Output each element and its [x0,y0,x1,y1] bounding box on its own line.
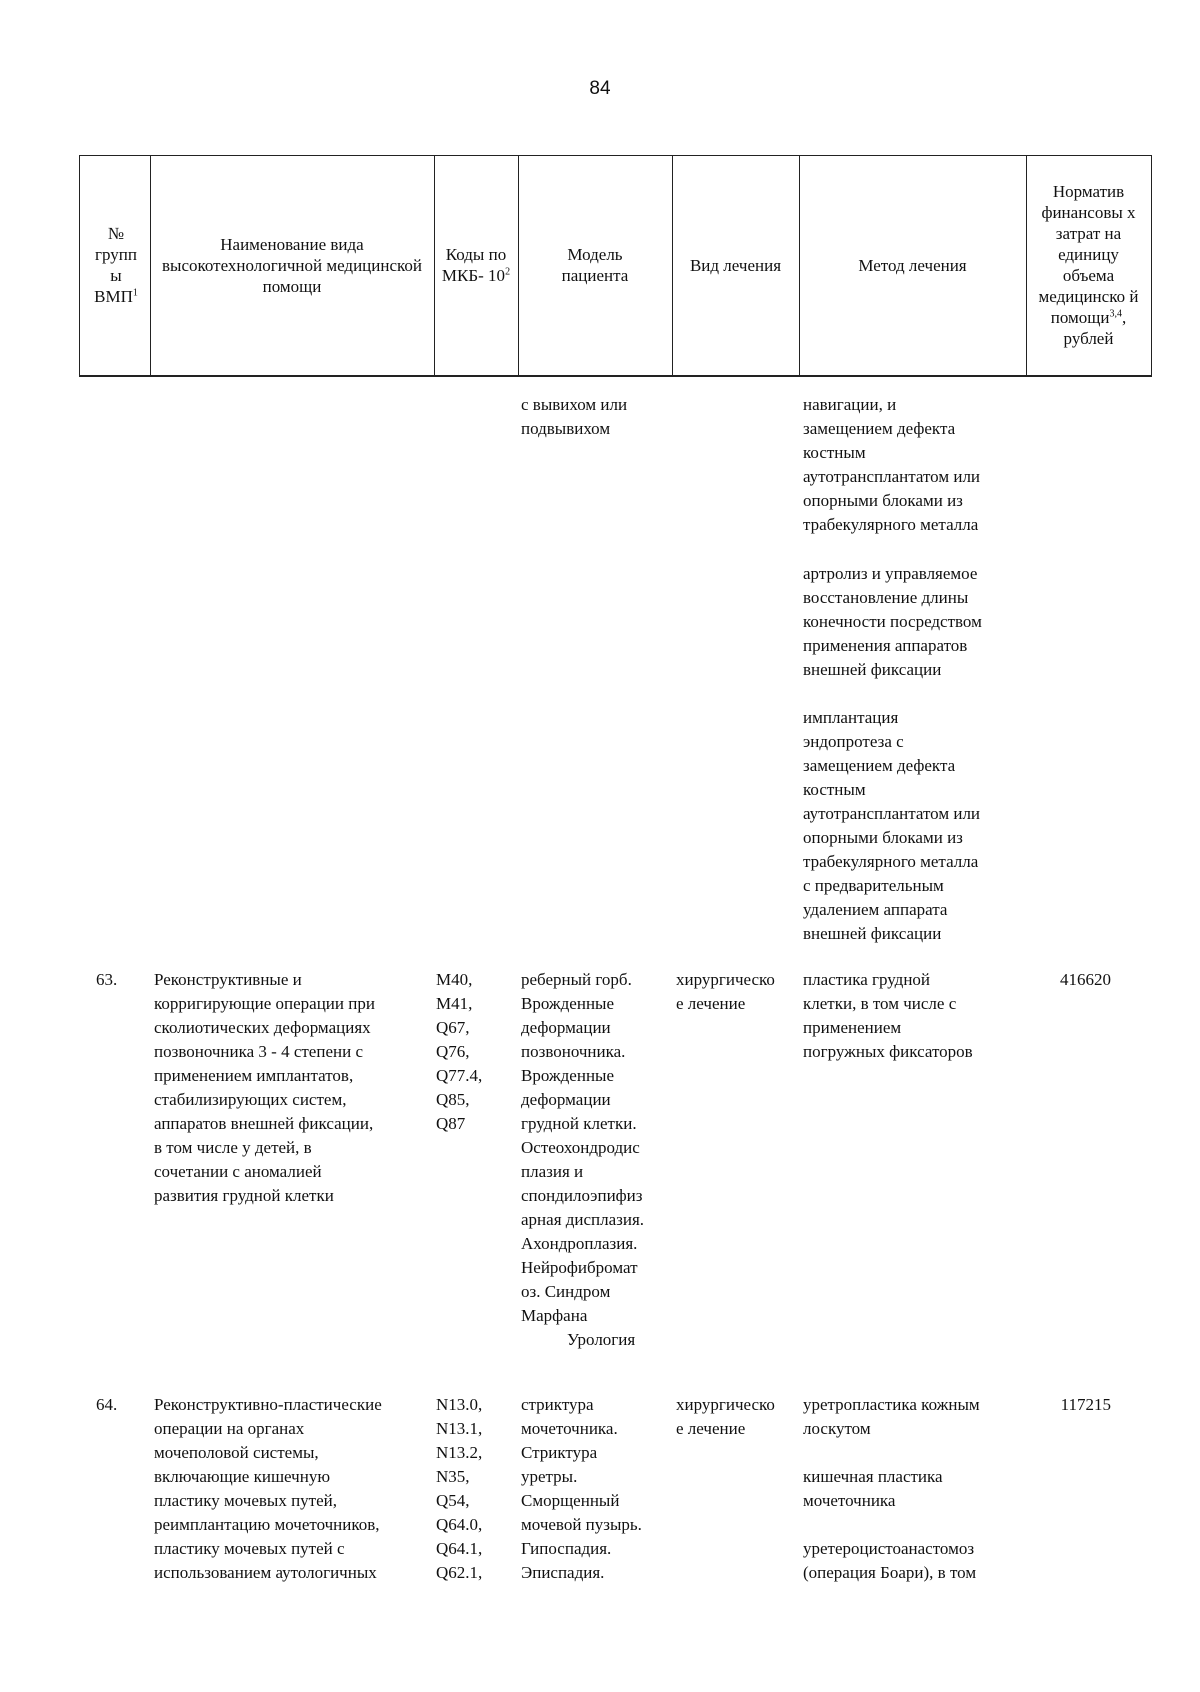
row64-method-3: уретероцистоанастомоз (операция Боари), в том [803,1539,977,1582]
page-number: 84 [589,78,611,99]
row63-treatment-method: пластика грудной клетки, в том числе с применением погружных фиксаторов [803,970,973,1061]
header-icd-codes: Коды по МКБ- $10^2$ [441,245,511,285]
row63-cost: 416620 [1060,970,1111,989]
header-treatment-method: Метод лечения [858,255,967,275]
row63-treatment-type: хирургическо е лечение [676,970,775,1013]
row64-cost: 117215 [1060,1395,1111,1414]
row63-number: 63. [96,970,118,989]
row64-number: 64. [96,1395,118,1414]
col-border-7 [1151,155,1152,375]
row64-method-2: кишечная пластика мочеточника [803,1467,943,1510]
cont-method-3: имплантация эндопротеза с замещением дефекта костным аутотрансплантатом или опорными блоками из трабекулярного металла с предварительным удалением аппарата внешней фиксации [803,708,981,943]
col-border-0 [79,155,80,375]
row64-method-1: уретропластика кожным лоскутом [803,1395,980,1438]
row64-care-type: Реконструктивно-пластические операции на органах мочеполовой системы, включающие кишечную пластику мочевых путей, реимплантацию мочеточников, пластику мочевых путей с использованием аутологичных [154,1395,382,1582]
header-cost-norm: Норматив финансовы х затрат на единицу объема медицинско й помощи$^{3,4}$, рублей [1038,182,1139,348]
header-patient-model: Модель пациента [561,245,629,285]
row63-care-type: Реконструктивные и корригирующие операции при сколиотических деформациях позвоночника 3 - 4 степени с применением имплантатов, стабилизирующих систем, аппаратов внешней фиксации, в том числе у детей, в сочетании с аномалией развития грудной клетки [154,970,375,1205]
cont-method-1: навигации, и замещением дефекта костным аутотрансплантатом или опорными блоками из трабекулярного металла [803,395,981,534]
cont-patient-model: с вывихом или подвывихом [521,395,628,438]
cont-method-2: артролиз и управляемое восстановление длины конечности посредством применения аппаратов внешней фиксации [803,564,982,679]
header-care-type: Наименование вида высокотехнологичной медицинской помощи [162,234,422,296]
row64-patient-model: стриктура мочеточника. Стриктура уретры. Сморщенный мочевой пузырь. Гипоспадия. Эписпадия. [521,1395,642,1582]
row63-patient-model: реберный горб. Врожденные деформации позвоночника. Врожденные деформации грудной клетки. Остеохондродис плазия и спондилоэпифиз арная дисплазия. Ахондроплазия. Нейрофибромат оз. Синдром Марфана [521,970,645,1325]
header-bottom-border [79,375,1152,377]
header-group-number: № групп ы ВМП$^1$ [94,224,138,306]
row64-icd-codes: N13.0, N13.1, N13.2, N35, Q54, Q64.0, Q64.1, Q62.1, [436,1395,483,1582]
row64-treatment-type: хирургическо е лечение [676,1395,775,1438]
section-heading-urology: Урология [567,1330,636,1349]
row63-icd-codes: M40, M41, Q67, Q76, Q77.4, Q85, Q87 [436,970,483,1133]
header-treatment-type: Вид лечения [689,255,782,275]
